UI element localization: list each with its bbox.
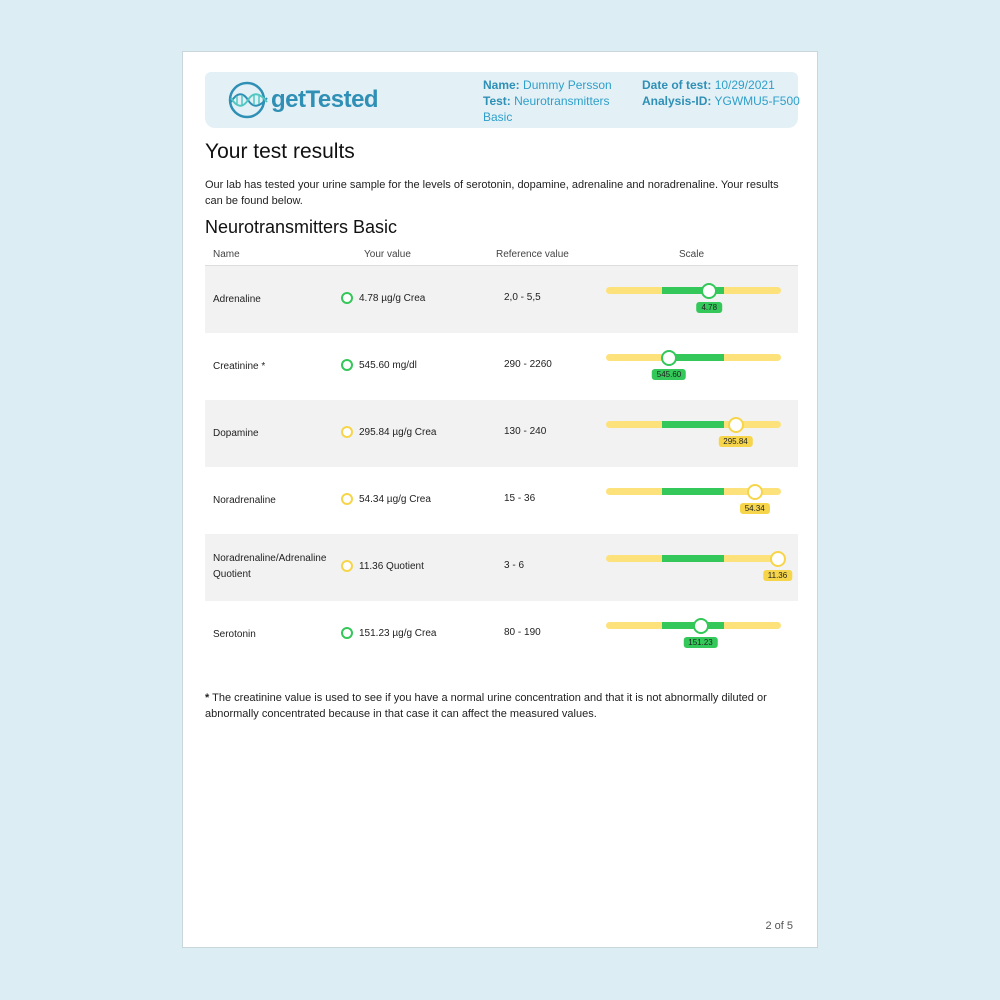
table-row — [205, 400, 798, 467]
column-header-scale: Scale — [679, 249, 705, 260]
section-title: Neurotransmitters Basic — [205, 217, 398, 237]
result-name: Creatinine * — [213, 361, 266, 372]
column-header-your-value: Your value — [364, 249, 411, 260]
result-scale — [606, 400, 781, 467]
result-scale — [606, 467, 781, 534]
report-page — [182, 51, 818, 948]
date-value: 10/29/2021 — [714, 78, 775, 92]
result-value-text: 295.84 µg/g Crea — [359, 426, 437, 438]
scale-track — [606, 555, 781, 562]
header-banner — [205, 72, 798, 128]
result-value-text: 54.34 µg/g Crea — [359, 493, 431, 505]
result-scale — [606, 601, 781, 668]
logo-text: getTested — [271, 86, 379, 113]
result-scale — [606, 534, 788, 601]
scale-marker — [728, 417, 744, 433]
scale-marker — [770, 551, 786, 567]
result-name: Adrenaline — [213, 294, 261, 305]
date-label: Date of test: — [642, 78, 712, 92]
result-reference: 130 - 240 — [504, 426, 547, 437]
status-dot-icon — [341, 560, 353, 572]
result-scale — [606, 333, 781, 400]
intro-text: Our lab has tested your urine sample for the levels of serotonin, dopamine, adrenaline and noradrenaline. Your results can be found below. — [205, 179, 779, 207]
test-info — [642, 77, 802, 109]
scale-normal-range — [662, 488, 724, 495]
result-value-text: 4.78 µg/g Crea — [359, 292, 426, 304]
result-reference: 290 - 2260 — [504, 359, 552, 370]
scale-value-badge: 545.60 — [652, 369, 686, 380]
name-value: Dummy Persson — [523, 78, 612, 92]
footnote-text: The creatinine value is used to see if you have a normal urine concentration and that it is not abnormally diluted or abnormally concentrated because in that case it can affect the measured values. — [205, 692, 767, 720]
scale-value-badge: 4.78 — [696, 302, 722, 313]
scale-marker — [747, 484, 763, 500]
result-name: Dopamine — [213, 428, 259, 439]
result-value — [341, 627, 436, 639]
scale-marker — [701, 283, 717, 299]
table-row — [205, 601, 798, 668]
scale-normal-range — [662, 555, 724, 562]
result-value — [341, 292, 425, 304]
page-title: Your test results — [205, 140, 355, 163]
result-reference: 3 - 6 — [504, 560, 525, 571]
column-header-reference: Reference value — [496, 249, 569, 260]
result-value-text: 545.60 mg/dl — [359, 359, 417, 371]
column-header-name: Name — [213, 249, 240, 260]
result-scale — [606, 266, 781, 333]
scale-track — [606, 287, 781, 294]
scale-marker — [661, 350, 677, 366]
scale-track — [606, 354, 781, 361]
status-dot-icon — [341, 426, 353, 438]
scale-normal-range — [662, 421, 724, 428]
result-reference: 2,0 - 5,5 — [504, 292, 541, 303]
status-dot-icon — [341, 627, 353, 639]
table-row — [205, 266, 798, 333]
scale-track — [606, 421, 781, 428]
result-value-text: 11.36 Quotient — [359, 560, 424, 572]
page-number: 2 of 5 — [765, 920, 793, 932]
table-row — [205, 534, 798, 601]
patient-info — [483, 77, 623, 125]
analysis-label: Analysis-ID: — [642, 94, 712, 108]
test-label: Test: — [483, 94, 511, 108]
status-dot-icon — [341, 359, 353, 371]
result-value — [341, 359, 417, 371]
scale-value-badge: 295.84 — [718, 436, 752, 447]
dna-logo-icon — [227, 80, 269, 120]
scale-value-badge: 11.36 — [763, 570, 792, 581]
table-row — [205, 333, 798, 400]
result-value — [341, 560, 424, 572]
footnote — [205, 690, 795, 722]
result-name: Serotonin — [213, 629, 256, 640]
logo — [227, 80, 378, 120]
status-dot-icon — [341, 292, 353, 304]
results-table — [205, 245, 798, 668]
scale-value-badge: 54.34 — [740, 503, 770, 514]
result-reference: 15 - 36 — [504, 493, 536, 504]
name-label: Name: — [483, 78, 520, 92]
result-value — [341, 493, 431, 505]
test-value: Neurotransmitters Basic — [483, 94, 610, 124]
table-header — [205, 245, 798, 266]
result-reference: 80 - 190 — [504, 627, 541, 638]
result-value — [341, 426, 436, 438]
scale-value-badge: 151.23 — [683, 637, 717, 648]
result-name: Noradrenaline — [213, 495, 276, 506]
table-row — [205, 467, 798, 534]
footnote-mark: * — [205, 692, 210, 704]
status-dot-icon — [341, 493, 353, 505]
analysis-value: YGWMU5-F500 — [714, 94, 800, 108]
table-body — [205, 266, 798, 668]
result-name: Noradrenaline/Adrenaline Quotient — [213, 553, 327, 580]
result-value-text: 151.23 µg/g Crea — [359, 627, 437, 639]
scale-marker — [693, 618, 709, 634]
